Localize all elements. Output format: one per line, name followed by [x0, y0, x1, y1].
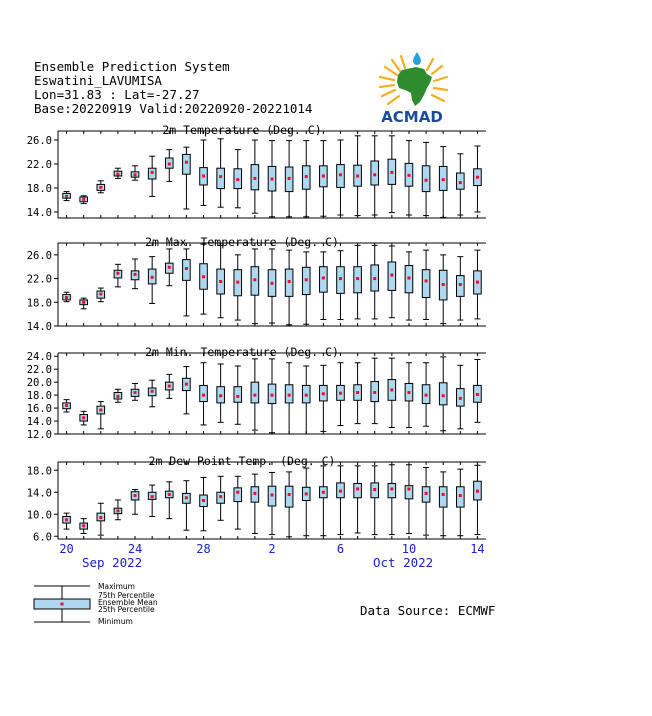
ensemble-mean-point: [99, 292, 102, 295]
ensemble-mean-point: [373, 488, 376, 491]
y-tick-label: 18.0: [26, 183, 52, 195]
x-day-label: 14: [470, 542, 485, 556]
iqr-box: [354, 483, 362, 497]
x-day-label: 2: [268, 542, 276, 556]
ensemble-mean-point: [390, 274, 393, 277]
ensemble-mean-point: [322, 392, 325, 395]
ensemble-mean-point: [339, 392, 342, 395]
ensemble-mean-point: [82, 524, 85, 527]
legend-mean-point: [61, 603, 64, 606]
iqr-box: [371, 161, 379, 185]
ensemble-mean-point: [373, 173, 376, 176]
ensemble-mean-point: [99, 409, 102, 412]
y-tick-label: 14.0: [26, 487, 52, 500]
x-day-label: 10: [401, 542, 417, 556]
iqr-box: [422, 270, 430, 298]
x-day-label: 20: [59, 542, 74, 556]
data-source: Data Source: ECMWF: [360, 603, 496, 618]
ensemble-mean-point: [407, 391, 410, 394]
ensemble-mean-point: [390, 171, 393, 174]
logo-text: ACMAD: [381, 108, 443, 126]
ensemble-mean-point: [322, 175, 325, 178]
y-tick-label: 22.0: [26, 273, 52, 286]
iqr-box: [234, 387, 242, 403]
ensemble-mean-point: [390, 388, 393, 391]
ensemble-mean-point: [151, 495, 154, 498]
ensemble-mean-point: [442, 178, 445, 181]
ensemble-mean-point: [82, 416, 85, 419]
x-day-label: 6: [336, 542, 345, 556]
ensemble-mean-point: [425, 279, 428, 282]
ensemble-mean-point: [271, 494, 274, 497]
y-tick-label: 16.0: [26, 403, 52, 416]
ensemble-mean-point: [288, 280, 291, 283]
ensemble-mean-point: [442, 394, 445, 397]
ensemble-mean-point: [253, 492, 256, 495]
legend-label: Ensemble Mean: [98, 598, 158, 607]
ensemble-mean-point: [305, 175, 308, 178]
title-line-2: Eswatini_LAVUMISA: [34, 73, 162, 88]
ensemble-mean-point: [288, 394, 291, 397]
ensemble-mean-point: [322, 276, 325, 279]
ensemble-mean-point: [202, 175, 205, 178]
ensemble-mean-point: [425, 179, 428, 182]
ensemble-mean-point: [288, 177, 291, 180]
ensemble-mean-point: [407, 174, 410, 177]
ensemble-mean-point: [271, 178, 274, 181]
ensemble-mean-point: [476, 176, 479, 179]
ensemble-mean-point: [168, 266, 171, 269]
month-label-sep: Sep 2022: [82, 555, 143, 570]
iqr-box: [217, 168, 225, 188]
ensemble-mean-point: [219, 495, 222, 498]
ensemble-mean-point: [134, 173, 137, 176]
panel-title: 2m Temperature (Deg. C): [162, 123, 322, 137]
ensemble-mean-point: [134, 391, 137, 394]
ensemble-mean-point: [253, 278, 256, 281]
ensemble-mean-point: [202, 275, 205, 278]
ensemble-mean-point: [236, 491, 239, 494]
legend-label: Maximum: [98, 582, 135, 591]
y-tick-label: 14.0: [26, 321, 52, 333]
iqr-box: [251, 382, 259, 403]
x-day-label: 28: [196, 542, 211, 556]
ensemble-mean-point: [442, 283, 445, 286]
ensemble-mean-point: [390, 487, 393, 490]
ensemble-mean-point: [356, 277, 359, 280]
ensemble-mean-point: [219, 394, 222, 397]
title-line-3: Lon=31.83 : Lat=-27.27: [34, 87, 200, 102]
legend-label: 75th Percentile: [98, 591, 155, 600]
ensemble-mean-point: [271, 282, 274, 285]
ensemble-mean-point: [65, 404, 68, 407]
y-tick-label: 18.0: [26, 465, 52, 478]
ensemble-mean-point: [339, 490, 342, 493]
ensemble-mean-point: [356, 391, 359, 394]
ensemble-mean-point: [253, 394, 256, 397]
ensemble-mean-point: [82, 198, 85, 201]
y-tick-label: 24.0: [26, 351, 52, 364]
ensemble-mean-point: [99, 516, 102, 519]
y-tick-label: 18.0: [26, 390, 52, 403]
ensemble-mean-point: [99, 186, 102, 189]
y-tick-label: 26.0: [26, 135, 52, 147]
ensemble-mean-point: [65, 195, 68, 198]
ensemble-mean-point: [459, 181, 462, 184]
x-day-label: 24: [127, 542, 143, 556]
y-tick-label: 18.0: [26, 297, 52, 310]
ensemble-mean-point: [151, 171, 154, 174]
ensemble-mean-point: [305, 394, 308, 397]
title-line-1: Ensemble Prediction System: [34, 59, 230, 74]
y-tick-label: 20.0: [26, 377, 52, 390]
legend-label: 25th Percentile: [98, 605, 155, 614]
ensemble-mean-point: [116, 173, 119, 176]
y-tick-label: 14.0: [26, 416, 52, 429]
title-line-4: Base:20220919 Valid:20220920-20221014: [34, 101, 313, 116]
ensemble-mean-point: [373, 391, 376, 394]
ensemble-mean-point: [407, 276, 410, 279]
ensemble-mean-point: [476, 281, 479, 284]
ensemble-mean-point: [425, 394, 428, 397]
ensemble-mean-point: [356, 175, 359, 178]
ensemble-mean-point: [219, 280, 222, 283]
ensemble-mean-point: [356, 487, 359, 490]
ensemble-mean-point: [288, 493, 291, 496]
panel-title: 2m Max. Temperature (Deg. C): [145, 235, 339, 249]
ensemble-mean-point: [236, 178, 239, 181]
ensemble-mean-point: [168, 493, 171, 496]
y-tick-label: 22.0: [26, 364, 52, 377]
ensemble-mean-point: [134, 273, 137, 276]
ensemble-mean-point: [65, 518, 68, 521]
y-tick-label: 6.0: [33, 531, 52, 544]
iqr-box: [439, 383, 447, 405]
ensemble-mean-point: [185, 267, 188, 270]
ensemble-mean-point: [185, 161, 188, 164]
ensemble-mean-point: [236, 395, 239, 398]
ensemble-mean-point: [459, 283, 462, 286]
ensemble-mean-point: [459, 494, 462, 497]
ensemble-mean-point: [253, 177, 256, 180]
ensemble-mean-point: [442, 493, 445, 496]
iqr-box: [183, 154, 191, 174]
y-tick-label: 22.0: [26, 159, 52, 171]
ensemble-mean-point: [134, 494, 137, 497]
ensemble-mean-point: [407, 487, 410, 490]
ensemble-mean-point: [202, 394, 205, 397]
iqr-box: [285, 486, 293, 507]
month-label-oct: Oct 2022: [373, 555, 434, 570]
y-tick-label: 10.0: [26, 509, 52, 522]
ensemble-mean-point: [339, 173, 342, 176]
ensemble-mean-point: [476, 393, 479, 396]
ensemble-mean-point: [219, 175, 222, 178]
ensemble-mean-point: [65, 296, 68, 299]
ensemble-mean-point: [202, 499, 205, 502]
ensemble-mean-point: [425, 492, 428, 495]
iqr-box: [234, 488, 242, 502]
ensemble-mean-point: [116, 509, 119, 512]
ensemble-mean-point: [305, 492, 308, 495]
y-tick-label: 26.0: [26, 249, 52, 262]
iqr-box: [388, 483, 396, 497]
ensemble-mean-point: [322, 491, 325, 494]
y-tick-label: 14.0: [26, 207, 52, 219]
ensemble-mean-point: [476, 490, 479, 493]
ensemble-mean-point: [151, 390, 154, 393]
ensemble-mean-point: [116, 272, 119, 275]
iqr-box: [200, 385, 208, 401]
ensemble-mean-point: [82, 301, 85, 304]
ensemble-mean-point: [168, 385, 171, 388]
panel-title: 2m Dew Point Temp. (Deg. C): [148, 454, 336, 468]
ensemble-mean-point: [185, 383, 188, 386]
ensemble-mean-point: [271, 394, 274, 397]
ensemble-mean-point: [185, 496, 188, 499]
ensemble-mean-point: [236, 281, 239, 284]
panel-title: 2m Min. Temperature (Deg. C): [145, 345, 339, 359]
y-tick-label: 12.0: [26, 429, 52, 441]
iqr-box: [439, 487, 447, 507]
ensemble-mean-point: [168, 163, 171, 166]
ensemble-mean-point: [373, 277, 376, 280]
ensemble-mean-point: [305, 278, 308, 281]
ensemble-mean-point: [116, 395, 119, 398]
legend-label: Minimum: [98, 617, 133, 626]
ensemble-mean-point: [151, 276, 154, 279]
ensemble-mean-point: [339, 277, 342, 280]
ensemble-mean-point: [459, 397, 462, 400]
